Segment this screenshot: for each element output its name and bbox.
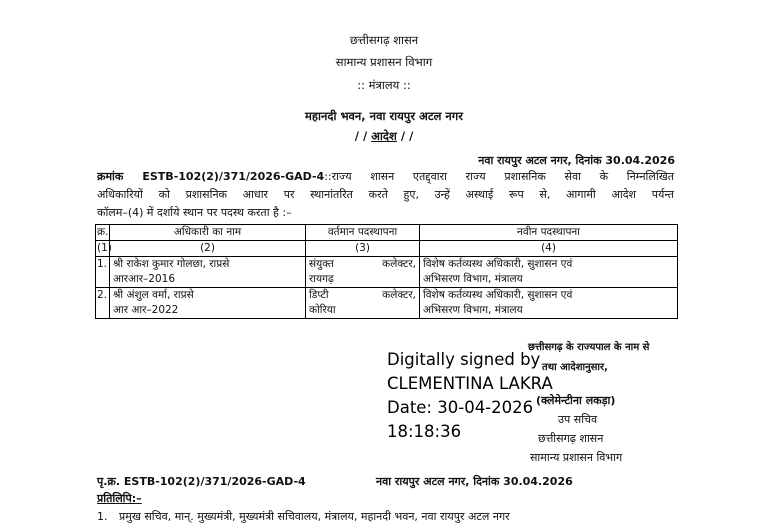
order-prefix: / / bbox=[354, 129, 368, 143]
signature-line-1: Digitally signed by bbox=[387, 350, 541, 369]
cell-new-posting bbox=[420, 288, 678, 319]
signatory-department: सामान्य प्रशासन विभाग bbox=[530, 451, 623, 464]
transfer-table bbox=[95, 224, 678, 319]
current-post-role: कलेक्टर, bbox=[382, 289, 416, 301]
header-ministry: :: मंत्रालय :: bbox=[357, 78, 411, 92]
signatory-name: (क्लेमेन्टीना लकड़ा) bbox=[536, 394, 616, 407]
copy-label: प्रतिलिपि:– bbox=[97, 492, 142, 505]
new-posting-line1: विशेष कर्तव्यस्थ अधिकारी, सुशासन एवं bbox=[423, 289, 573, 301]
order-paragraph bbox=[97, 168, 674, 222]
paragraph-line-1 bbox=[97, 168, 674, 186]
colnum-cell: (4) bbox=[420, 241, 678, 257]
colnum-cell: (1) bbox=[96, 241, 110, 257]
copy-list-item bbox=[97, 509, 510, 524]
signatory-designation: उप सचिव bbox=[558, 413, 598, 426]
colnum-cell: (2) bbox=[110, 241, 306, 257]
officer-batch: आर आर–2022 bbox=[113, 304, 179, 316]
table-colnum-row bbox=[96, 241, 678, 257]
header-department: सामान्य प्रशासन विभाग bbox=[335, 55, 433, 69]
signatory-org: छत्तीसगढ़ शासन bbox=[538, 432, 604, 445]
cell-new-posting bbox=[420, 257, 678, 288]
header-address: महानदी भवन, नवा रायपुर अटल नगर bbox=[305, 109, 463, 123]
paragraph-line-2: अधिकारियों को प्रशासनिक आधार पर स्थानांतरित करते हुए, उन्हें अस्थाई रूप से, आगामी आदेश पर्यन्त bbox=[97, 188, 674, 201]
table-header-row bbox=[96, 225, 678, 241]
new-posting-line1: विशेष कर्तव्यस्थ अधिकारी, सुशासन एवं bbox=[423, 258, 573, 270]
order-title-line bbox=[0, 129, 768, 144]
current-post-title: डिप्टी bbox=[309, 289, 329, 301]
current-posting-line1 bbox=[309, 288, 416, 303]
current-posting-place: कोरिया bbox=[309, 304, 336, 316]
officer-name: श्री राकेश कुमार गोलछा, राप्रसे bbox=[113, 258, 230, 270]
order-dateline: नवा रायपुर अटल नगर, दिनांक 30.04.2026 bbox=[478, 154, 675, 167]
colnum-cell: (3) bbox=[306, 241, 420, 257]
paragraph-line-1-text: ::राज्य शासन एतद्द्वारा राज्य प्रशासनिक सेवा के निम्नलिखित bbox=[324, 170, 674, 183]
order-title: आदेश bbox=[371, 129, 397, 143]
current-post-role: कलेक्टर, bbox=[382, 258, 416, 270]
cell-officer-name bbox=[110, 257, 306, 288]
current-post-title: संयुक्त bbox=[309, 258, 334, 270]
paragraph-line-3: कॉलम–(4) में दर्शाये स्थान पर पदस्थ करता है :– bbox=[97, 206, 292, 219]
order-suffix: / / bbox=[400, 129, 414, 143]
signature-line-4: 18:18:36 bbox=[387, 422, 462, 441]
header-govt: छत्तीसगढ़ शासन bbox=[349, 33, 419, 47]
officer-name: श्री अंशुल वर्मा, राप्रसे bbox=[113, 289, 194, 301]
new-posting-line2: अभिसरण विभाग, मंत्रालय bbox=[423, 304, 523, 316]
governor-order: तथा आदेशानुसार, bbox=[542, 362, 608, 373]
copy-item-number: 1. bbox=[97, 510, 108, 523]
officer-batch: आरआर–2016 bbox=[113, 273, 176, 285]
current-posting-place: रायगढ़ bbox=[309, 273, 334, 285]
endorsement-date: नवा रायपुर अटल नगर, दिनांक 30.04.2026 bbox=[376, 475, 573, 488]
cell-officer-name bbox=[110, 288, 306, 319]
governor-authority: छत्तीसगढ़ के राज्यपाल के नाम से bbox=[528, 342, 650, 353]
header-cell-current: वर्तमान पदस्थापना bbox=[306, 225, 420, 241]
table-row bbox=[96, 288, 678, 319]
current-posting-line1 bbox=[309, 257, 416, 272]
header-cell-new: नवीन पदस्थापना bbox=[420, 225, 678, 241]
copy-item-text: प्रमुख सचिव, मान्. मुख्यमंत्री, मुख्यमंत्री सचिवालय, मंत्रालय, महानदी भवन, नवा रायपुर अटल नगर bbox=[119, 510, 510, 523]
table-row bbox=[96, 257, 678, 288]
cell-current-posting bbox=[306, 288, 420, 319]
cell-serial: 1. bbox=[96, 257, 110, 288]
header-cell-name: अधिकारी का नाम bbox=[110, 225, 306, 241]
cell-current-posting bbox=[306, 257, 420, 288]
signature-line-2: CLEMENTINA LAKRA bbox=[387, 374, 553, 393]
cell-serial: 2. bbox=[96, 288, 110, 319]
endorsement-reference: पृ.क्र. ESTB-102(2)/371/2026-GAD-4 bbox=[97, 475, 306, 488]
order-reference: क्रमांक ESTB-102(2)/371/2026-GAD-4 bbox=[97, 170, 325, 183]
new-posting-line2: अभिसरण विभाग, मंत्रालय bbox=[423, 273, 523, 285]
digital-signature bbox=[387, 348, 553, 444]
header-cell-sn: क्र. bbox=[96, 225, 110, 241]
signature-line-3: Date: 30-04-2026 bbox=[387, 398, 534, 417]
